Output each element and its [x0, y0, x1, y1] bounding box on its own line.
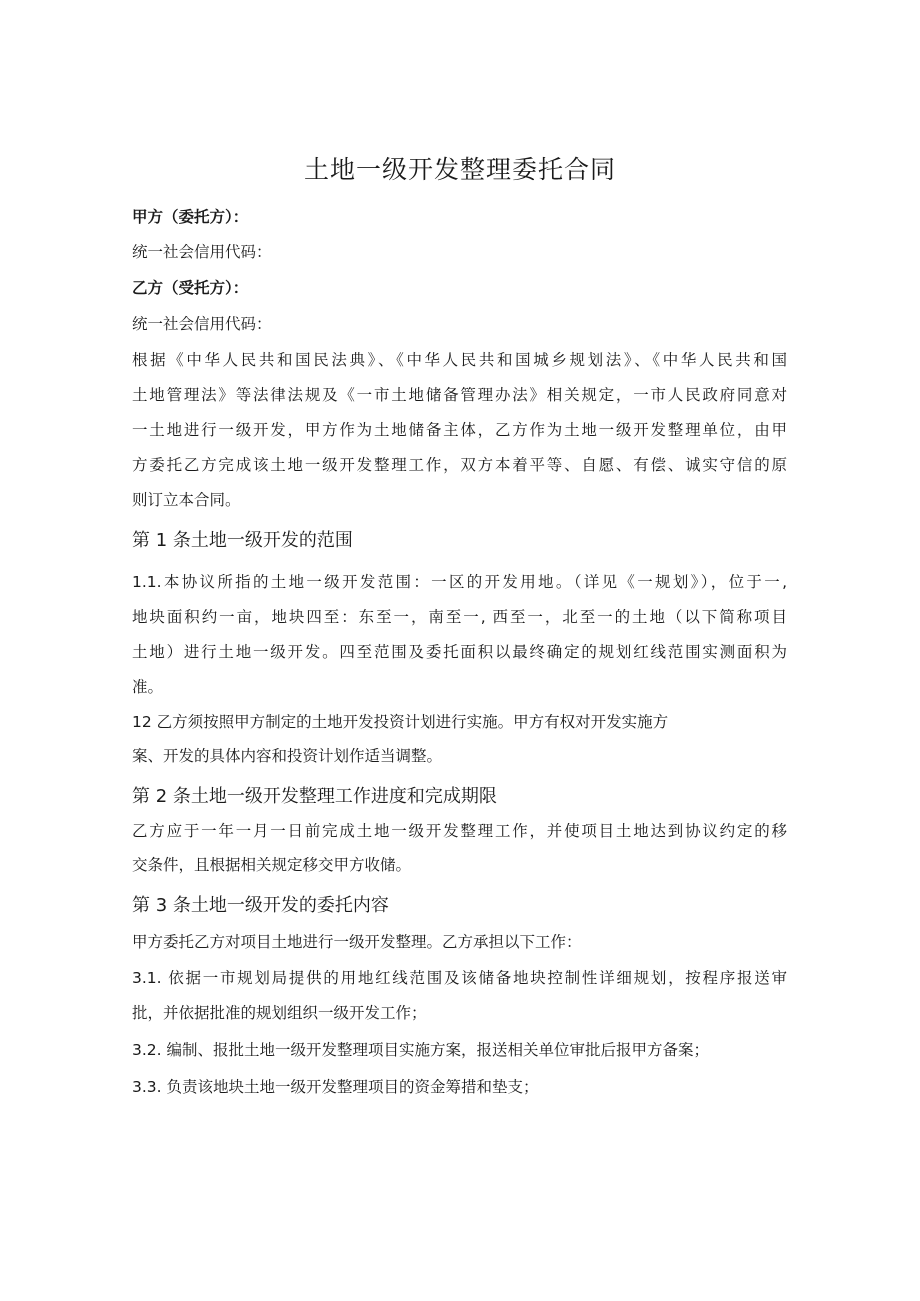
party-b-label: 乙方（受托方）： — [132, 279, 249, 297]
party-b-credit-code: 统一社会信用代码： — [132, 315, 272, 333]
preamble-line: 方委托乙方完成该土地一级开发整理工作，双方本着平等、自愿、有偿、诚实守信的原 — [132, 456, 787, 474]
preamble-line: 根据《中华人民共和国民法典》、《中华人民共和国城乡规划法》、《中华人民共和国 — [132, 351, 787, 369]
article-3-item-line: 3.2. 编制、报批土地一级开发整理项目实施方案，报送相关单位审批后报甲方备案； — [132, 1041, 710, 1059]
page-title: 土地一级开发整理委托合同 — [303, 155, 616, 184]
article-3-item-line: 3.1. 依据一市规划局提供的用地红线范围及该储备地块控制性详细规划，按程序报送审 — [132, 969, 787, 987]
preamble-line: 一土地进行一级开发，甲方作为土地储备主体，乙方作为土地一级开发整理单位，由甲 — [132, 421, 787, 439]
article-3-heading: 第 3 条土地一级开发的委托内容 — [132, 895, 389, 916]
article-3-intro: 甲方委托乙方对项目土地进行一级开发整理。乙方承担以下工作： — [132, 933, 582, 951]
preamble-line: 土地管理法》等法律法规及《一市土地储备管理办法》相关规定，一市人民政府同意对 — [132, 386, 787, 404]
article-3-item-line: 3.3. 负责该地块土地一级开发整理项目的资金筹措和垫支； — [132, 1078, 539, 1096]
article-1-clause-line: 1.1.本协议所指的土地一级开发范围：一区的开发用地。（详见《一规划》），位于一, — [132, 573, 787, 591]
article-1-heading: 第 1 条土地一级开发的范围 — [132, 530, 353, 551]
article-1-clause-line: 准。 — [132, 678, 164, 696]
article-2-text-line: 交条件，且根据相关规定移交甲方收储。 — [132, 856, 412, 874]
party-a-label: 甲方（委托方）： — [132, 208, 249, 226]
preamble-line: 则订立本合同。 — [132, 491, 241, 509]
article-2-text-line: 乙方应于一年一月一日前完成土地一级开发整理工作，并使项目土地达到协议约定的移 — [132, 822, 787, 840]
article-1-clause-line: 案、开发的具体内容和投资计划作适当调整。 — [132, 747, 443, 765]
article-2-heading: 第 2 条土地一级开发整理工作进度和完成期限 — [132, 786, 497, 807]
article-3-item-line: 批，并依据批准的规划组织一级开发工作； — [132, 1004, 427, 1022]
article-1-clause-line: 12 乙方须按照甲方制定的土地开发投资计划进行实施。甲方有权对开发实施方 — [132, 713, 669, 731]
party-a-credit-code: 统一社会信用代码： — [132, 243, 272, 261]
article-1-clause-line: 土地）进行土地一级开发。四至范围及委托面积以最终确定的规划红线范围实测面积为 — [132, 643, 787, 661]
article-1-clause-line: 地块面积约一亩，地块四至：东至一，南至一, 西至一，北至一的土地（以下简称项目 — [132, 608, 787, 626]
